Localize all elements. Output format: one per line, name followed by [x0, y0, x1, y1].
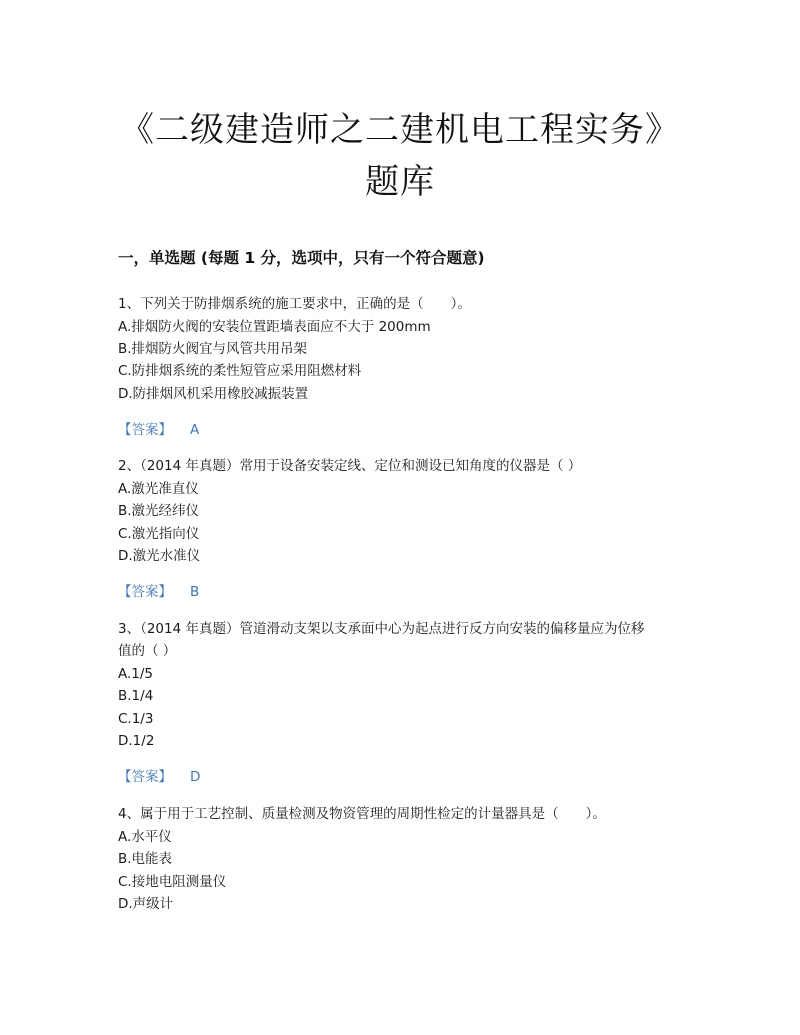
document-title: 《二级建造师之二建机电工程实务》 — [120, 110, 680, 150]
section-heading: 一，单选题 (每题 1 分，选项中，只有一个符合题意) — [118, 249, 485, 267]
answer-value: B — [190, 584, 200, 600]
question-4-option-a: A.水平仪 — [118, 829, 172, 845]
question-4-option-d: D.声级计 — [118, 896, 174, 912]
question-1-option-c: C.防排烟系统的柔性短管应采用阻燃材料 — [118, 363, 362, 379]
question-3-option-c: C.1/3 — [118, 711, 154, 727]
question-1-answer — [118, 420, 199, 440]
question-3-answer — [118, 767, 200, 787]
question-2-stem: 2、（2014 年真题）常用于设备安装定线、定位和测设已知角度的仪器是（ ） — [118, 458, 582, 474]
answer-value: D — [190, 769, 201, 785]
question-2-option-c: C.激光指向仪 — [118, 526, 200, 542]
answer-label: 【答案】 — [118, 584, 172, 600]
question-2-option-a: A.激光准直仪 — [118, 481, 199, 497]
question-1-option-b: B.排烟防火阀宜与风管共用吊架 — [118, 341, 308, 357]
question-3-stem: 3、（2014 年真题）管道滑动支架以支承面中心为起点进行反方向安装的偏移量应为位移 — [118, 621, 645, 637]
question-1-option-a: A.排烟防火阀的安装位置距墙表面应不大于 200mm — [118, 319, 431, 335]
question-3-option-d: D.1/2 — [118, 733, 155, 749]
document-subtitle: 题库 — [365, 162, 435, 202]
question-2-answer — [118, 582, 199, 602]
question-4-option-b: B.电能表 — [118, 851, 173, 867]
question-1-stem: 1、下列关于防排烟系统的施工要求中，正确的是（ ）。 — [118, 296, 471, 312]
question-1-option-d: D.防排烟风机采用橡胶减振装置 — [118, 386, 309, 402]
question-2-option-d: D.激光水准仪 — [118, 548, 201, 564]
answer-label: 【答案】 — [118, 769, 172, 785]
question-2-option-b: B.激光经纬仪 — [118, 503, 200, 519]
question-3-option-a: A.1/5 — [118, 666, 154, 682]
answer-value: A — [190, 422, 200, 438]
answer-label: 【答案】 — [118, 422, 172, 438]
question-4-stem: 4、属于用于工艺控制、质量检测及物资管理的周期性检定的计量器具是（ ）。 — [118, 806, 606, 822]
question-3-stem-cont: 值的（ ） — [118, 643, 177, 659]
question-3-option-b: B.1/4 — [118, 688, 154, 704]
question-4-option-c: C.接地电阻测量仪 — [118, 874, 227, 890]
